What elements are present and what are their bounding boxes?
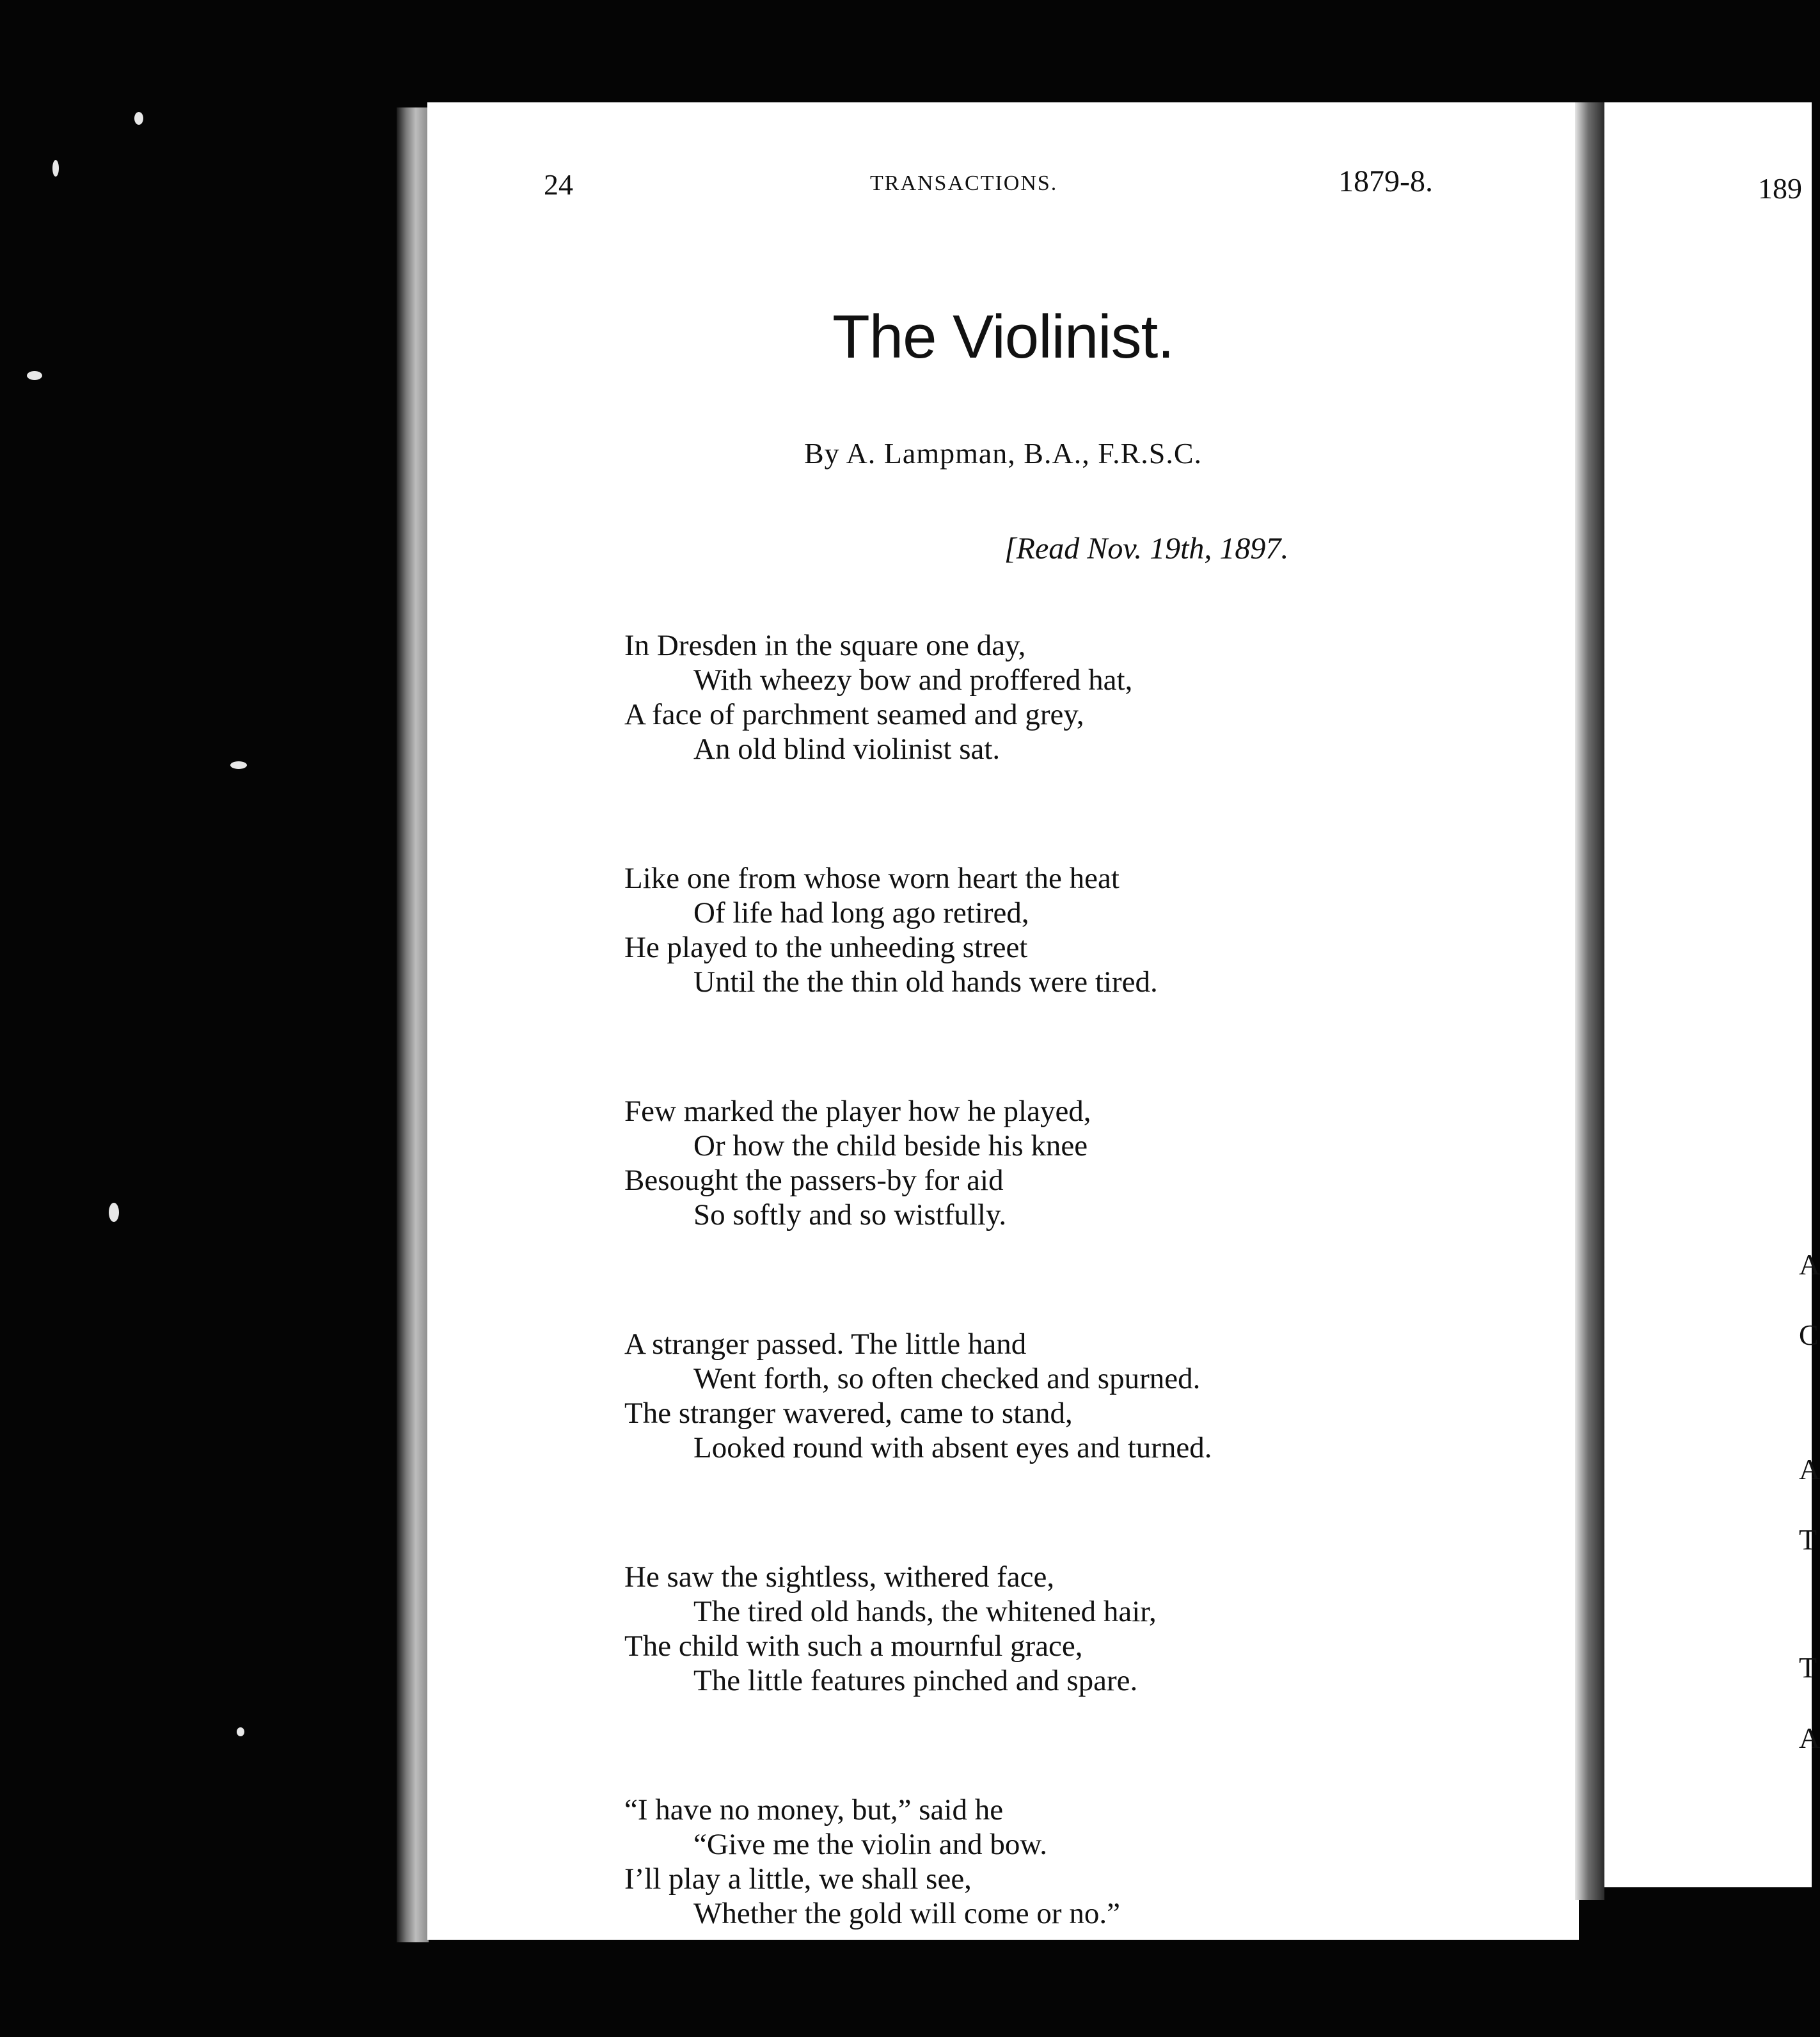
poem-line: An old blind violinist sat. — [693, 733, 1001, 766]
read-date-note: [Read Nov. 19th, 1897. — [1004, 532, 1289, 566]
dust-speck — [27, 371, 42, 380]
poem-body — [624, 628, 1379, 2025]
poem-title: The Violinist. — [832, 303, 1174, 371]
poem-line: The stranger wavered, came to stand, — [624, 1397, 1073, 1430]
book-page-right-partial — [1604, 102, 1820, 1887]
poem-stanza — [624, 1560, 1379, 1698]
poem-stanza — [624, 1793, 1379, 1931]
dust-speck — [237, 1727, 244, 1736]
poem-stanza — [624, 628, 1379, 766]
facing-page-line-initial: A — [1799, 1722, 1820, 1754]
poem-line: A stranger passed. The little hand — [624, 1328, 1027, 1361]
poem-line: I’ll play a little, we shall see, — [624, 1862, 972, 1896]
poem-line: Like one from whose worn heart the heat — [624, 862, 1120, 895]
poem-line: Whether the gold will come or no.” — [693, 1897, 1120, 1930]
poem-line: He played to the unheeding street — [624, 931, 1028, 964]
running-header — [544, 164, 1433, 206]
facing-page-line-initial: C — [1799, 1319, 1819, 1351]
dust-speck — [52, 160, 59, 177]
running-year: 1879-8. — [1338, 164, 1433, 198]
dust-speck — [134, 112, 143, 125]
poem-line: Of life had long ago retired, — [693, 896, 1029, 930]
poem-stanza — [624, 1094, 1379, 1232]
poem-line: He saw the sightless, withered face, — [624, 1560, 1055, 1594]
poem-stanza — [624, 861, 1379, 999]
facing-page-line-initial: A — [1799, 1248, 1820, 1281]
poem-line: With wheezy bow and proffered hat, — [693, 663, 1133, 697]
poem-line: Few marked the player how he played, — [624, 1095, 1091, 1128]
facing-page-line-initial: A — [1799, 1453, 1820, 1486]
facing-page-line-initial: T — [1799, 1651, 1817, 1684]
poem-line: The tired old hands, the whitened hair, — [693, 1595, 1157, 1628]
running-title: TRANSACTIONS. — [870, 171, 1058, 195]
book-gutter — [1575, 102, 1604, 1900]
poem-line: Went forth, so often checked and spurned. — [693, 1362, 1201, 1395]
poem-line: Besought the passers-by for aid — [624, 1164, 1004, 1197]
book-page-edge — [397, 107, 429, 1942]
poem-line: The child with such a mournful grace, — [624, 1629, 1083, 1663]
dust-speck — [230, 761, 247, 769]
dust-speck — [109, 1203, 119, 1222]
poem-line: A face of parchment seamed and grey, — [624, 698, 1084, 731]
poem-line: Looked round with absent eyes and turned. — [693, 1431, 1212, 1464]
facing-page-line-initial: T — [1799, 1523, 1817, 1556]
poem-line: In Dresden in the square one day, — [624, 629, 1026, 662]
poem-line: The little features pinched and spare. — [693, 1664, 1138, 1697]
poem-byline: By A. Lampman, B.A., F.R.S.C. — [803, 437, 1203, 470]
facing-page-running-head: 189 — [1758, 172, 1802, 205]
poem-line: “Give me the violin and bow. — [693, 1828, 1047, 1861]
page-number: 24 — [544, 168, 573, 201]
poem-line: “I have no money, but,” said he — [624, 1793, 1004, 1827]
poem-stanza — [624, 1327, 1379, 1465]
poem-line: Or how the child beside his knee — [693, 1129, 1088, 1162]
poem-line: Until the the thin old hands were tired. — [693, 965, 1158, 999]
poem-line: So softly and so wistfully. — [693, 1198, 1007, 1232]
